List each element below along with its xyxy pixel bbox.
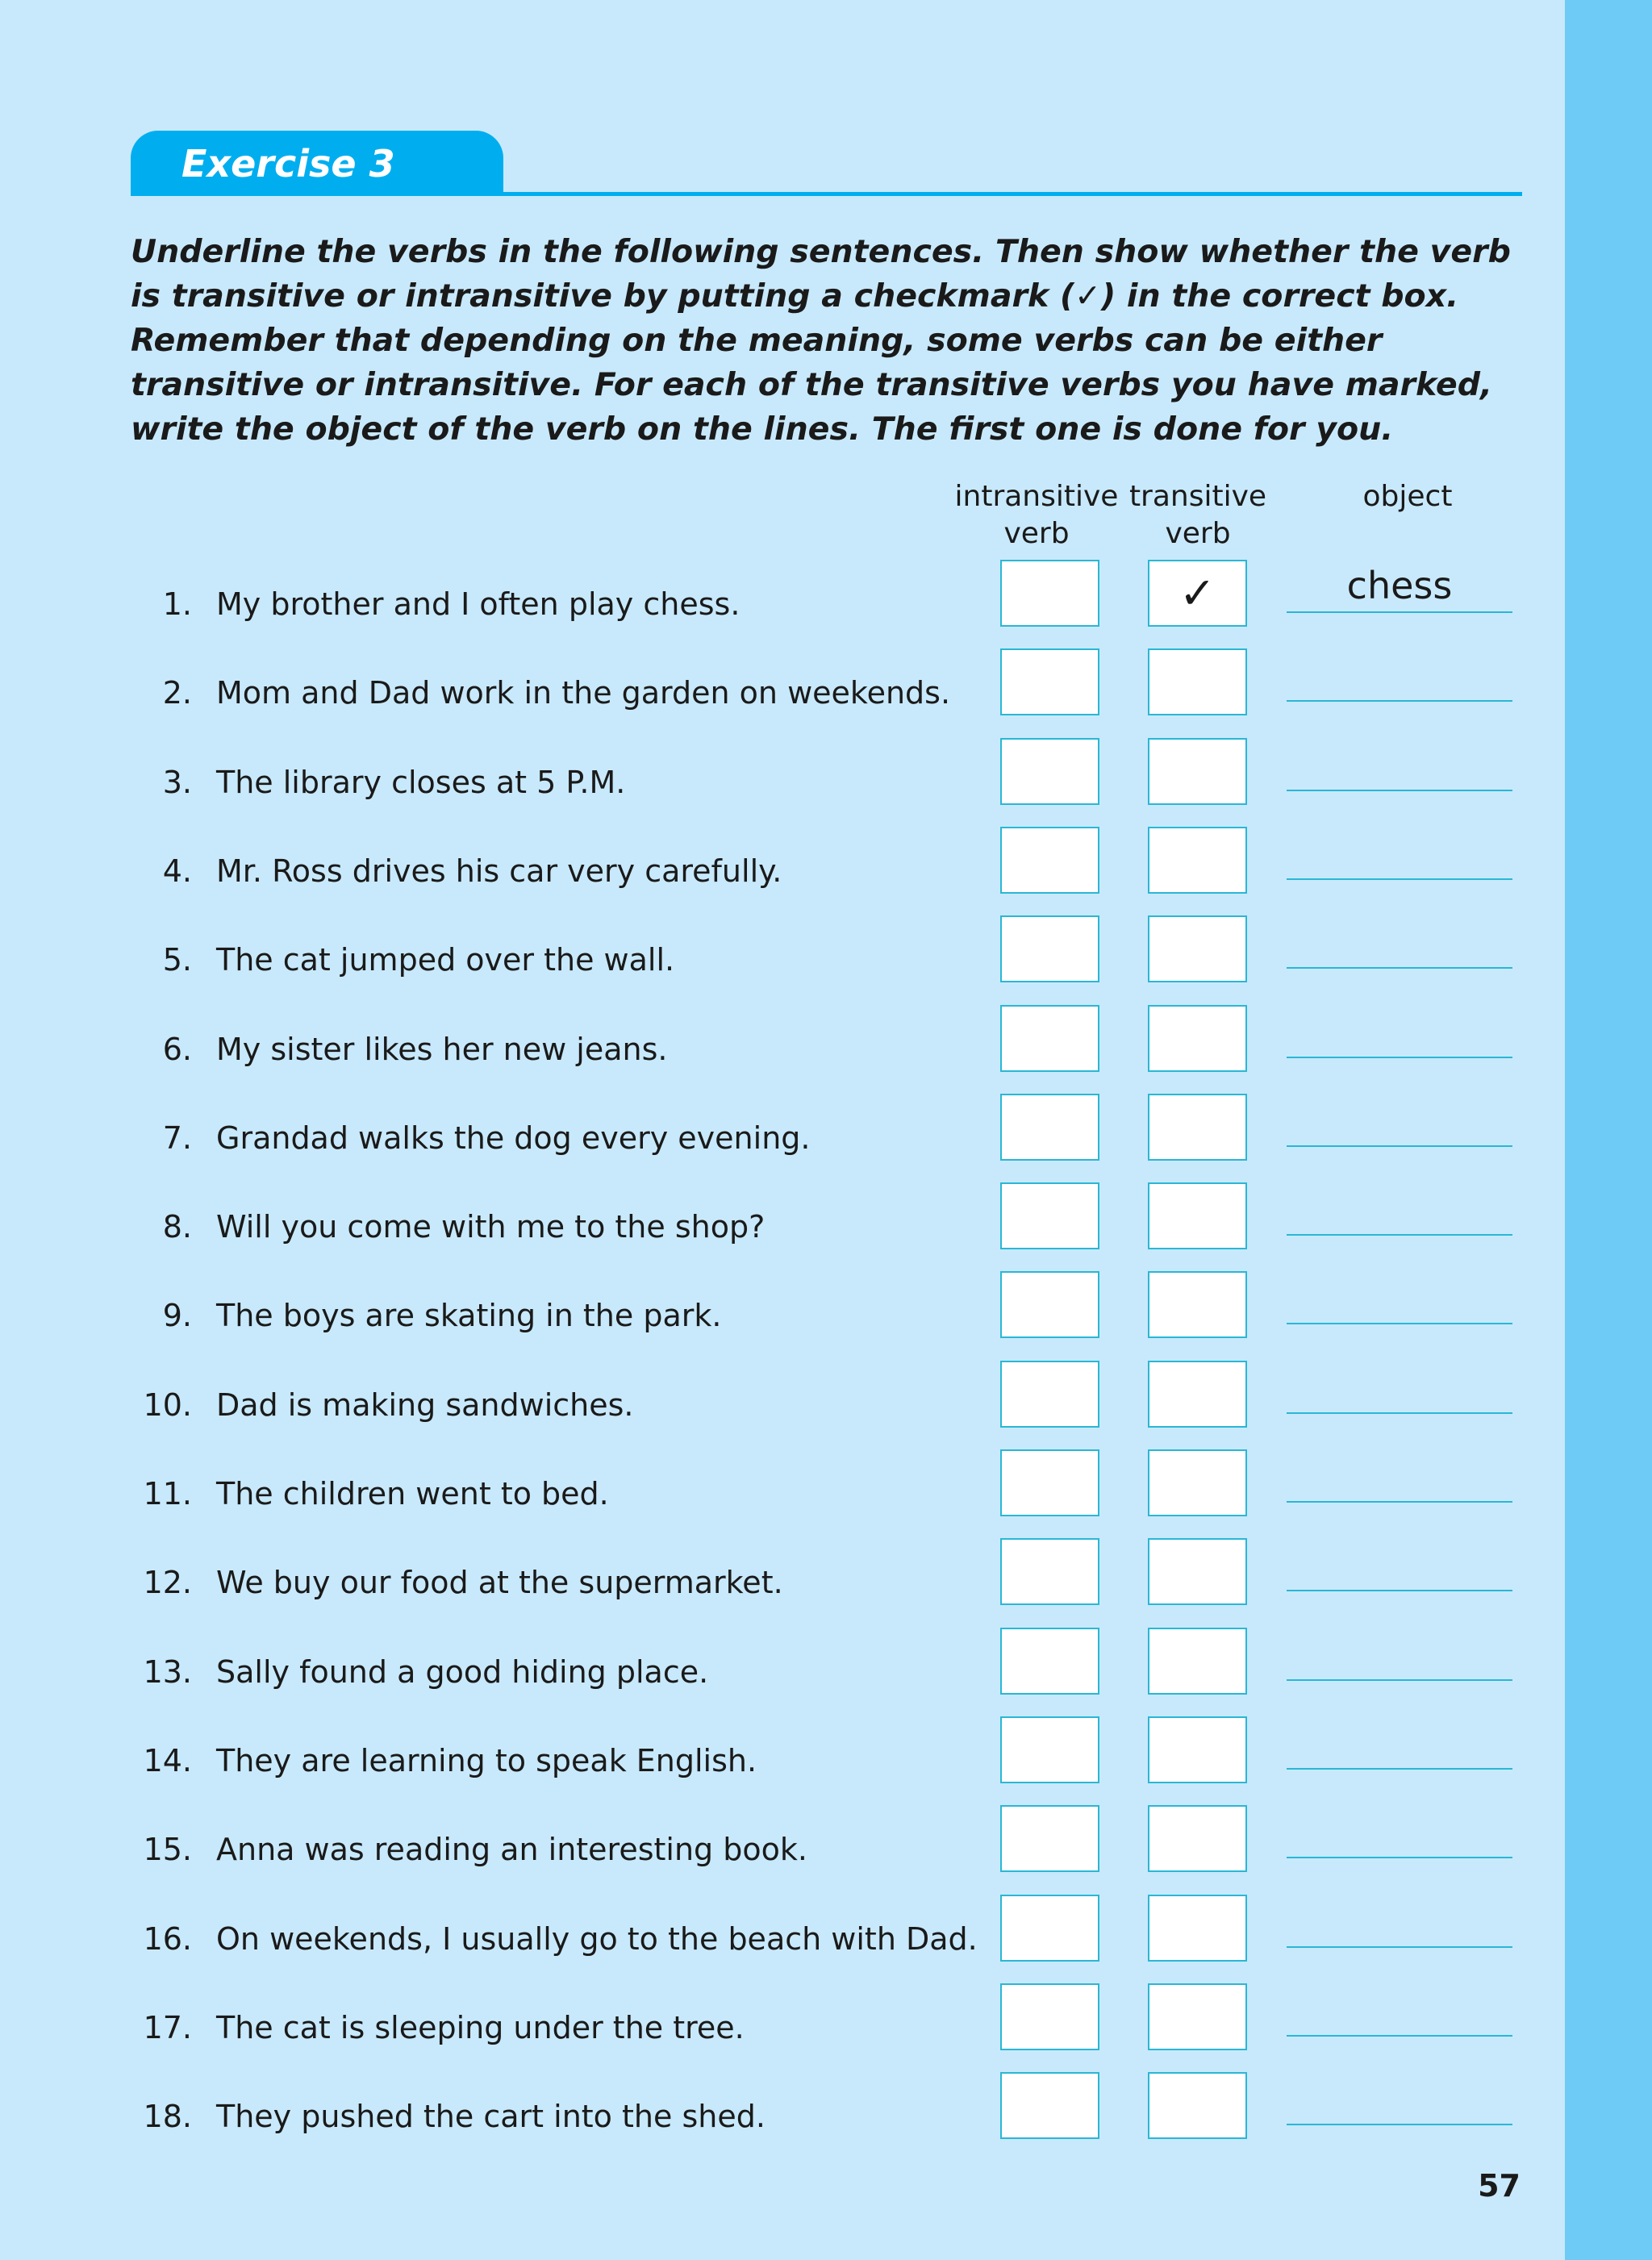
header-rule: [131, 192, 1522, 196]
object-answer-line: [1287, 2035, 1512, 2037]
object-answer[interactable]: chess: [1346, 564, 1453, 607]
intransitive-checkbox[interactable]: [1000, 2072, 1099, 2139]
intransitive-checkbox[interactable]: [1000, 915, 1099, 982]
page-number: 57: [1478, 2168, 1521, 2204]
intransitive-checkbox[interactable]: [1000, 738, 1099, 805]
intransitive-checkbox[interactable]: [1000, 1538, 1099, 1605]
item-sentence: Mom and Dad work in the garden on weekends.: [216, 675, 951, 711]
intransitive-checkbox[interactable]: [1000, 1983, 1099, 2050]
transitive-checkbox[interactable]: [1148, 1361, 1247, 1428]
transitive-checkbox[interactable]: [1148, 738, 1247, 805]
object-answer-line: [1287, 1234, 1512, 1236]
item-number: 6.: [162, 1031, 192, 1067]
item-number: 10.: [143, 1386, 192, 1423]
item-sentence: The library closes at 5 P.M.: [216, 764, 626, 800]
object-answer-line: [1287, 611, 1512, 613]
exercise-item: [0, 2072, 1565, 2161]
object-answer-line: [1287, 1057, 1512, 1058]
item-number: 4.: [162, 853, 192, 889]
exercise-item: [0, 1449, 1565, 1538]
transitive-checkbox[interactable]: [1148, 1094, 1247, 1161]
item-number: 9.: [162, 1298, 192, 1334]
column-header-intransitive: intransitive verb: [954, 480, 1119, 550]
item-number: 15.: [143, 1832, 192, 1868]
transitive-checkbox[interactable]: [1148, 827, 1247, 894]
item-number: 8.: [162, 1209, 192, 1245]
exercise-item: [0, 1361, 1565, 1449]
object-answer-line: [1287, 1412, 1512, 1414]
intransitive-checkbox[interactable]: [1000, 1716, 1099, 1783]
item-sentence: We buy our food at the supermarket.: [216, 1565, 783, 1601]
transitive-checkbox[interactable]: [1148, 1182, 1247, 1249]
exercise-item: [0, 1895, 1565, 1983]
intransitive-checkbox[interactable]: [1000, 1361, 1099, 1428]
object-answer-line: [1287, 878, 1512, 880]
item-number: 11.: [143, 1476, 192, 1512]
item-sentence: They are learning to speak English.: [216, 1742, 757, 1778]
transitive-checkbox[interactable]: [1148, 1716, 1247, 1783]
item-sentence: Will you come with me to the shop?: [216, 1209, 766, 1245]
transitive-checkbox[interactable]: [1148, 1983, 1247, 2050]
intransitive-checkbox[interactable]: [1000, 1182, 1099, 1249]
exercise-item: [0, 1094, 1565, 1182]
item-sentence: Sally found a good hiding place.: [216, 1653, 709, 1690]
item-sentence: The cat jumped over the wall.: [216, 942, 675, 978]
exercise-item: [0, 648, 1565, 737]
item-number: 12.: [143, 1565, 192, 1601]
intransitive-checkbox[interactable]: [1000, 1094, 1099, 1161]
side-band: [1565, 0, 1652, 2260]
item-number: 18.: [143, 2099, 192, 2135]
object-answer-line: [1287, 1857, 1512, 1858]
transitive-checkbox[interactable]: [1148, 1538, 1247, 1605]
exercise-item: [0, 915, 1565, 1004]
object-answer-line: [1287, 1768, 1512, 1770]
exercise-title: Exercise 3: [181, 142, 395, 186]
intransitive-checkbox[interactable]: [1000, 827, 1099, 894]
exercise-item: [0, 560, 1565, 648]
object-answer-line: [1287, 1679, 1512, 1681]
intransitive-checkbox[interactable]: [1000, 1628, 1099, 1695]
intransitive-checkbox[interactable]: [1000, 1895, 1099, 1962]
item-number: 17.: [143, 2009, 192, 2045]
intransitive-checkbox[interactable]: [1000, 1271, 1099, 1338]
exercise-item: [0, 1716, 1565, 1805]
object-answer-line: [1287, 1946, 1512, 1948]
item-number: 1.: [162, 586, 192, 622]
exercise-item: [0, 1182, 1565, 1271]
intransitive-checkbox[interactable]: [1000, 1005, 1099, 1072]
item-sentence: My sister likes her new jeans.: [216, 1031, 668, 1067]
exercise-item: [0, 1005, 1565, 1094]
intransitive-checkbox[interactable]: [1000, 560, 1099, 627]
item-number: 16.: [143, 1920, 192, 1957]
exercise-item: [0, 738, 1565, 827]
item-sentence: Grandad walks the dog every evening.: [216, 1120, 811, 1156]
item-number: 5.: [162, 942, 192, 978]
item-number: 2.: [162, 675, 192, 711]
exercise-item: [0, 1271, 1565, 1360]
transitive-checkbox[interactable]: [1148, 915, 1247, 982]
transitive-checkbox[interactable]: [1148, 1805, 1247, 1872]
instructions: Underline the verbs in the following sentences. Then show whether the verb is transitive or intransitive by putting a checkmark (✓) in the correct box. Remember that depending on the meaning, some verbs can be either transitive or intransitive. For each of the transitive verbs you have marked, write the object of the verb on the lines. The first one is done for you.: [131, 233, 1511, 448]
column-header-transitive: transitive verb: [1128, 480, 1267, 550]
object-answer-line: [1287, 2124, 1512, 2125]
transitive-checkbox[interactable]: [1148, 648, 1247, 715]
intransitive-checkbox[interactable]: [1000, 648, 1099, 715]
item-sentence: On weekends, I usually go to the beach with Dad.: [216, 1920, 978, 1957]
item-number: 14.: [143, 1742, 192, 1778]
item-sentence: My brother and I often play chess.: [216, 586, 740, 622]
item-sentence: They pushed the cart into the shed.: [216, 2099, 766, 2135]
item-sentence: The boys are skating in the park.: [216, 1298, 722, 1334]
exercise-item: [0, 1538, 1565, 1627]
item-number: 13.: [143, 1653, 192, 1690]
object-answer-line: [1287, 700, 1512, 702]
column-header-object: object: [1362, 480, 1453, 513]
object-answer-line: [1287, 1145, 1512, 1147]
exercise-item: [0, 1805, 1565, 1894]
intransitive-checkbox[interactable]: [1000, 1449, 1099, 1516]
transitive-checkbox[interactable]: [1148, 2072, 1247, 2139]
exercise-item: [0, 827, 1565, 915]
transitive-checkbox[interactable]: [1148, 1895, 1247, 1962]
object-answer-line: [1287, 790, 1512, 791]
item-sentence: Anna was reading an interesting book.: [216, 1832, 807, 1868]
transitive-checkbox[interactable]: [1148, 1449, 1247, 1516]
transitive-checkbox[interactable]: ✓: [1148, 560, 1247, 627]
exercise-item: [0, 1628, 1565, 1716]
item-sentence: Mr. Ross drives his car very carefully.: [216, 853, 782, 889]
object-answer-line: [1287, 1501, 1512, 1503]
object-answer-line: [1287, 967, 1512, 969]
intransitive-checkbox[interactable]: [1000, 1805, 1099, 1872]
item-sentence: The children went to bed.: [216, 1476, 609, 1512]
transitive-checkbox[interactable]: [1148, 1005, 1247, 1072]
item-number: 3.: [162, 764, 192, 800]
object-answer-line: [1287, 1323, 1512, 1324]
exercise-item: [0, 1983, 1565, 2072]
item-sentence: The cat is sleeping under the tree.: [216, 2009, 745, 2045]
object-answer-line: [1287, 1590, 1512, 1591]
item-sentence: Dad is making sandwiches.: [216, 1386, 634, 1423]
item-number: 7.: [162, 1120, 192, 1156]
transitive-checkbox[interactable]: [1148, 1628, 1247, 1695]
transitive-checkbox[interactable]: [1148, 1271, 1247, 1338]
